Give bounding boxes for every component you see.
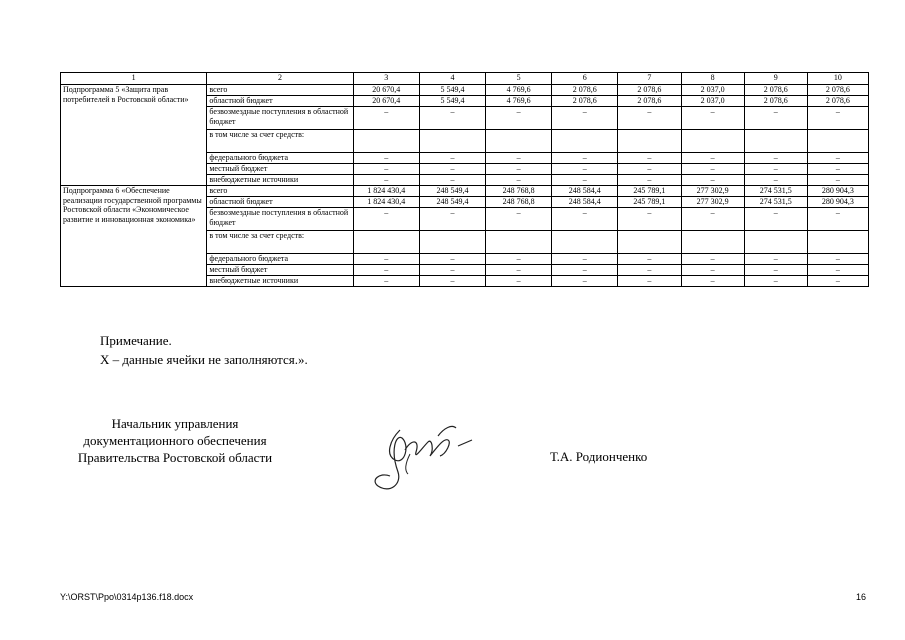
funding-source-cell: областной бюджет — [207, 197, 353, 208]
value-cell: 5 549,4 — [419, 85, 485, 96]
value-cell: – — [419, 107, 485, 130]
value-cell — [419, 130, 485, 153]
value-cell: 245 789,1 — [618, 186, 681, 197]
value-cell: 2 078,6 — [552, 85, 618, 96]
value-cell: – — [744, 254, 807, 265]
value-cell: – — [419, 276, 485, 287]
value-cell: – — [807, 265, 868, 276]
value-cell: – — [807, 175, 868, 186]
budget-table — [60, 72, 869, 287]
value-cell: 1 824 430,4 — [353, 197, 419, 208]
funding-source-cell: всего — [207, 186, 353, 197]
file-path: Y:\ORST\Ppo\0314p136.f18.docx — [60, 592, 194, 602]
value-cell — [681, 130, 744, 153]
value-cell: – — [681, 153, 744, 164]
column-number-3: 3 — [353, 73, 419, 85]
value-cell: – — [353, 208, 419, 231]
funding-source-cell: федерального бюджета — [207, 254, 353, 265]
page-number: 16 — [856, 592, 867, 602]
value-cell — [353, 130, 419, 153]
value-cell: 2 037,0 — [681, 85, 744, 96]
value-cell: – — [618, 265, 681, 276]
column-number-row — [61, 73, 869, 85]
column-number-6: 6 — [552, 73, 618, 85]
value-cell: – — [681, 107, 744, 130]
value-cell: – — [681, 265, 744, 276]
value-cell: – — [486, 164, 552, 175]
value-cell: – — [419, 175, 485, 186]
value-cell: – — [618, 254, 681, 265]
value-cell: – — [552, 153, 618, 164]
value-cell: 280 904,3 — [807, 197, 868, 208]
value-cell: 248 768,8 — [486, 197, 552, 208]
value-cell: – — [744, 265, 807, 276]
value-cell: – — [744, 208, 807, 231]
value-cell: – — [552, 265, 618, 276]
value-cell: 4 769,6 — [486, 96, 552, 107]
funding-source-cell: безвозмездные поступления в областной бюджет — [207, 107, 353, 130]
value-cell: 2 078,6 — [807, 85, 868, 96]
value-cell: – — [681, 164, 744, 175]
value-cell — [807, 231, 868, 254]
value-cell: – — [744, 107, 807, 130]
column-number-5: 5 — [486, 73, 552, 85]
value-cell: 248 584,4 — [552, 186, 618, 197]
value-cell: – — [807, 276, 868, 287]
value-cell: – — [486, 208, 552, 231]
value-cell: 274 531,5 — [744, 197, 807, 208]
value-cell: – — [807, 208, 868, 231]
funding-source-cell: внебюджетные источники — [207, 175, 353, 186]
value-cell: – — [552, 164, 618, 175]
value-cell: – — [744, 276, 807, 287]
value-cell: 2 078,6 — [744, 96, 807, 107]
funding-source-cell: местный бюджет — [207, 164, 353, 175]
column-number-2: 2 — [207, 73, 353, 85]
value-cell: – — [552, 276, 618, 287]
value-cell: 20 670,4 — [353, 85, 419, 96]
value-cell — [618, 130, 681, 153]
column-number-8: 8 — [681, 73, 744, 85]
funding-source-cell: местный бюджет — [207, 265, 353, 276]
value-cell: 2 078,6 — [618, 96, 681, 107]
value-cell: – — [744, 153, 807, 164]
value-cell: 277 302,9 — [681, 197, 744, 208]
signer-position-line-3: Правительства Ростовской области — [77, 450, 273, 465]
value-cell: 2 078,6 — [744, 85, 807, 96]
value-cell: – — [419, 254, 485, 265]
value-cell — [353, 231, 419, 254]
value-cell: 248 768,8 — [486, 186, 552, 197]
value-cell: – — [618, 164, 681, 175]
signer-position-line-2: документационного обеспечения — [83, 433, 267, 448]
table-row — [61, 186, 869, 197]
value-cell: 20 670,4 — [353, 96, 419, 107]
value-cell: 4 769,6 — [486, 85, 552, 96]
value-cell: 248 584,4 — [552, 197, 618, 208]
signer-position — [60, 415, 290, 466]
value-cell: – — [353, 175, 419, 186]
funding-source-cell: безвозмездные поступления в областной бюджет — [207, 208, 353, 231]
value-cell: – — [618, 107, 681, 130]
value-cell — [681, 231, 744, 254]
value-cell — [744, 231, 807, 254]
funding-source-cell: федерального бюджета — [207, 153, 353, 164]
value-cell: – — [807, 153, 868, 164]
value-cell: – — [419, 208, 485, 231]
value-cell: – — [353, 276, 419, 287]
value-cell — [552, 130, 618, 153]
value-cell: – — [681, 208, 744, 231]
value-cell: – — [618, 276, 681, 287]
value-cell: – — [353, 254, 419, 265]
note-text: Х – данные ячейки не заполняются.». — [100, 352, 308, 367]
program-name-cell: Подпрограмма 5 «Защита прав потребителей в Ростовской области» — [61, 85, 207, 186]
value-cell — [618, 231, 681, 254]
value-cell: – — [419, 265, 485, 276]
value-cell: 248 549,4 — [419, 197, 485, 208]
funding-source-cell: в том числе за счет средств: — [207, 130, 353, 153]
value-cell: – — [552, 208, 618, 231]
signer-position-line-1: Начальник управления — [111, 416, 239, 431]
funding-source-cell: всего — [207, 85, 353, 96]
value-cell: 245 789,1 — [618, 197, 681, 208]
value-cell: 274 531,5 — [744, 186, 807, 197]
value-cell: – — [353, 265, 419, 276]
signer-name: Т.А. Родионченко — [550, 449, 648, 464]
value-cell: – — [552, 175, 618, 186]
value-cell: 277 302,9 — [681, 186, 744, 197]
value-cell: – — [618, 175, 681, 186]
value-cell: 2 078,6 — [618, 85, 681, 96]
funding-source-cell: областной бюджет — [207, 96, 353, 107]
value-cell: – — [681, 276, 744, 287]
value-cell: – — [681, 175, 744, 186]
value-cell — [552, 231, 618, 254]
value-cell: 2 078,6 — [807, 96, 868, 107]
table-row — [61, 85, 869, 96]
value-cell: – — [681, 254, 744, 265]
value-cell: – — [486, 276, 552, 287]
value-cell: 1 824 430,4 — [353, 186, 419, 197]
column-number-4: 4 — [419, 73, 485, 85]
note-title: Примечание. — [100, 333, 172, 348]
value-cell: – — [486, 265, 552, 276]
value-cell: – — [353, 164, 419, 175]
handwritten-signature — [360, 410, 480, 500]
value-cell — [486, 231, 552, 254]
value-cell: – — [486, 107, 552, 130]
value-cell — [744, 130, 807, 153]
column-number-7: 7 — [618, 73, 681, 85]
value-cell: 2 078,6 — [552, 96, 618, 107]
value-cell: – — [486, 175, 552, 186]
value-cell: – — [353, 153, 419, 164]
value-cell: – — [552, 107, 618, 130]
value-cell: – — [353, 107, 419, 130]
value-cell — [807, 130, 868, 153]
funding-source-cell: внебюджетные источники — [207, 276, 353, 287]
value-cell: – — [744, 175, 807, 186]
program-name-cell: Подпрограмма 6 «Обеспечение реализации государственной программы Ростовской области «Экономическое развитие и инновационная экономика» — [61, 186, 207, 287]
value-cell: – — [618, 208, 681, 231]
value-cell: – — [618, 153, 681, 164]
funding-source-cell: в том числе за счет средств: — [207, 231, 353, 254]
value-cell: – — [807, 254, 868, 265]
value-cell: – — [419, 164, 485, 175]
value-cell: – — [552, 254, 618, 265]
column-number-10: 10 — [807, 73, 868, 85]
value-cell: – — [744, 164, 807, 175]
value-cell: – — [807, 107, 868, 130]
value-cell: – — [486, 153, 552, 164]
value-cell: – — [419, 153, 485, 164]
value-cell: 248 549,4 — [419, 186, 485, 197]
value-cell — [419, 231, 485, 254]
value-cell: – — [486, 254, 552, 265]
column-number-1: 1 — [61, 73, 207, 85]
value-cell: – — [807, 164, 868, 175]
value-cell: 280 904,3 — [807, 186, 868, 197]
value-cell: 2 037,0 — [681, 96, 744, 107]
value-cell — [486, 130, 552, 153]
column-number-9: 9 — [744, 73, 807, 85]
value-cell: 5 549,4 — [419, 96, 485, 107]
